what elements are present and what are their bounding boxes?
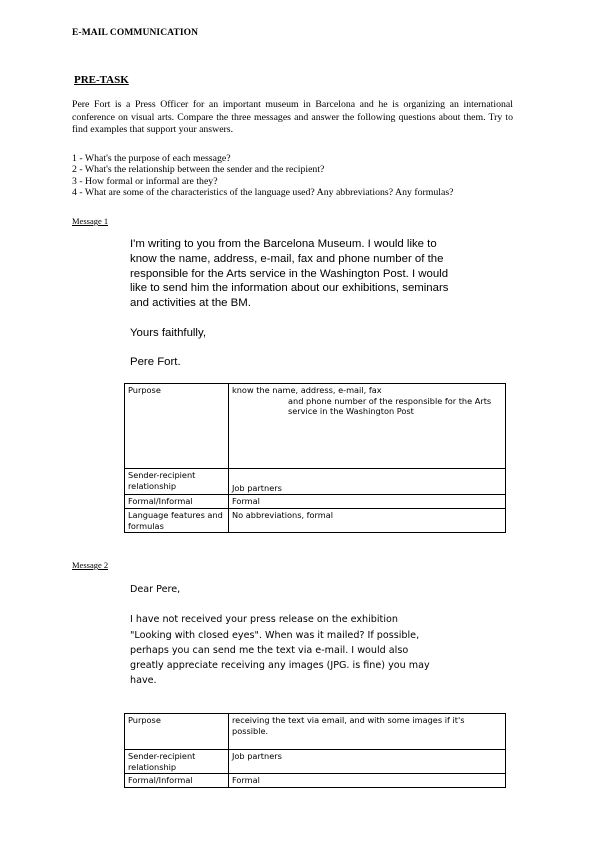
question-item: 3 - How formal or informal are they? [72,175,218,187]
question-item: 2 - What's the relationship between the sender and the recipient? [72,164,325,176]
question-item: 4 - What are some of the characteristics of the language used? Any abbreviations? Any formulas? [72,187,454,199]
message2-greeting: Dear Pere, [130,584,181,595]
table-row [125,384,506,469]
message2-label: Message 2 [72,560,109,570]
purpose-label: Purpose [125,714,229,750]
purpose-value: receiving the text via email, and with some images if it's possible. [229,714,506,750]
formality-label: Formal/Informal [125,495,229,509]
purpose-label: Purpose [125,384,229,469]
message1-closing: Yours faithfully, [130,326,206,339]
relationship-value: Job partners [229,750,506,774]
message1-signature: Pere Fort. [130,356,181,369]
table-row [125,469,506,495]
language-value: No abbreviations, formal [229,509,506,533]
message2-body: I have not received your press release on the exhibition "Looking with closed eyes". When was it mailed? If possible, perhaps you can send me the text via e-mail. I would also greatly appreciate receiving any images (JPG. is fine) you may have. [130,614,430,687]
table-row [125,495,506,509]
message2-body-block [130,582,440,704]
message1-label: Message 1 [72,216,109,226]
document-title: E-MAIL COMMUNICATION [72,28,199,38]
message2-analysis-table [124,713,506,788]
formality-label: Formal/Informal [125,774,229,788]
formality-value: Formal [229,774,506,788]
message1-analysis-table [124,383,506,533]
message1-body-block [130,237,460,385]
formality-value: Formal [229,495,506,509]
table-row [125,774,506,788]
message1-body: I'm writing to you from the Barcelona Museum. I would like to know the name, address, e-mail, fax and phone number of the responsible for the Arts service in the Washington Post. I would like to send him the information about our exhibitions, seminars and activities at the BM. [130,238,449,310]
question-list [72,153,522,199]
relationship-value: Job partners [229,469,506,495]
purpose-value [229,384,506,469]
language-label: Language features and formulas [125,509,229,533]
purpose-value-first: know the name, address, e-mail, fax [232,385,382,395]
relationship-label: Sender-recipient relationship [125,469,229,495]
table-row [125,509,506,533]
question-item: 1 - What's the purpose of each message? [72,153,231,164]
pretask-heading: PRE-TASK [74,74,129,86]
purpose-value-rest: and phone number of the responsible for the Arts service in the Washington Post [288,395,492,416]
table-row [125,714,506,750]
intro-paragraph: Pere Fort is a Press Officer for an important museum in Barcelona and he is organizing an international conference on visual arts. Compare the three messages and answer the following questions about them. Try to find examples that support your answers. [72,99,513,136]
relationship-label: Sender-recipient relationship [125,750,229,774]
table-row [125,750,506,774]
